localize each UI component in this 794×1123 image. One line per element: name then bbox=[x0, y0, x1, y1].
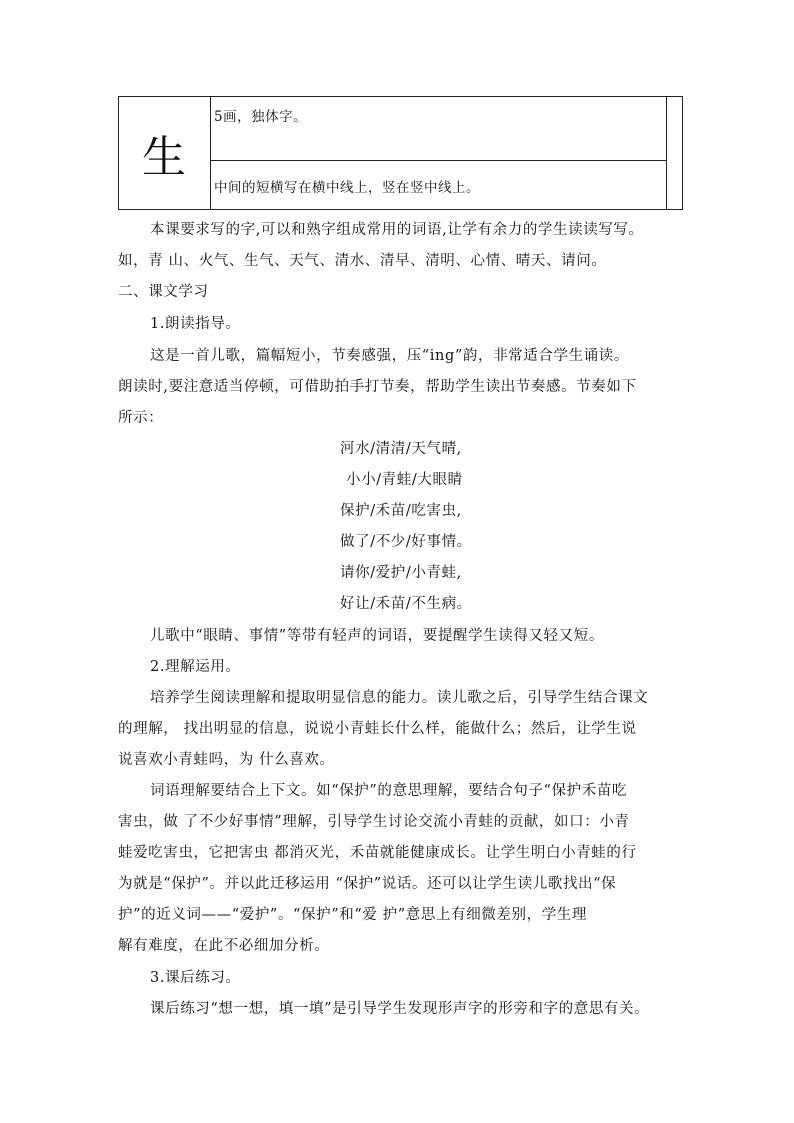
section-heading: 二、课文学习 bbox=[118, 284, 209, 300]
table-divider bbox=[210, 96, 211, 210]
character-table bbox=[118, 96, 683, 210]
paragraph-line: 说喜欢小青蛙吗，为 什么喜欢。 bbox=[118, 752, 335, 768]
paragraph-line: 护”的近义词——“爱护”。“保护”和“爱 护”意思上有细微差别，学生理 bbox=[118, 907, 587, 923]
paragraph-line: 课后练习“想一想，填一填”是引导学生发现形声字的形旁和字的意思有关。 bbox=[150, 1001, 650, 1017]
paragraph-line: 所示： bbox=[118, 410, 164, 426]
paragraph-line: 如，青 山、火气、生气、天气、清水、清早、清明、心情、晴天、请问。 bbox=[118, 253, 607, 269]
paragraph-line: 害虫，做 了不少好事情”理解，引导学生讨论交流小青蛙的贡献，如口：小青 bbox=[118, 814, 630, 830]
paragraph-line: 培养学生阅读理解和提取明显信息的能力。读儿歌之后，引导学生结合课文 bbox=[150, 690, 649, 706]
poem-line: 请你/爱护/小青蛙, bbox=[340, 565, 462, 581]
writing-tip: 中间的短横写在横中线上，竖在竖中线上。 bbox=[214, 180, 480, 196]
paragraph-line: 蛙爱吃害虫，它把害虫 都消灭光，禾苗就能健康成长。让学生明白小青蛙的行 bbox=[118, 845, 637, 861]
paragraph-line: 本课要求写的字,可以和熟字组成常用的词语,让学有余力的学生读读写写。 bbox=[150, 222, 644, 238]
paragraph-line: 朗读时,要注意适当停顿，可借助拍手打节奏，帮助学生读出节奏感。节奏如下 bbox=[118, 379, 637, 395]
paragraph-line: 解有难度，在此不必细加分析。 bbox=[118, 938, 330, 954]
character-glyph: 生 bbox=[142, 132, 186, 183]
poem-line: 小小/青蛙/大眼睛 bbox=[346, 472, 463, 488]
table-divider bbox=[210, 160, 666, 161]
table-divider bbox=[666, 96, 667, 210]
subsection-heading: 1.朗读指导。 bbox=[150, 316, 241, 332]
stroke-info: 5画，独体字。 bbox=[214, 109, 308, 125]
subsection-heading: 3.课后练习。 bbox=[150, 970, 241, 986]
poem-line: 做了/不少/好事情。 bbox=[340, 534, 472, 550]
poem-line: 好让/禾苗/不生病。 bbox=[340, 596, 472, 612]
paragraph-line: 这是一首儿歌，篇幅短小，节奏感强，压“ing”韵，非常适合学生诵读。 bbox=[150, 348, 629, 364]
paragraph-line: 词语理解要结合上下文。如“保护”的意思理解，要结合句子“保护禾苗吃 bbox=[150, 783, 628, 799]
subsection-heading: 2.理解运用。 bbox=[150, 659, 241, 675]
poem-line: 保护/禾苗/吃害虫, bbox=[340, 503, 462, 519]
paragraph-line: 儿歌中“眼睛、事情”等带有轻声的词语，要提醒学生读得又轻又短。 bbox=[150, 628, 604, 644]
poem-line: 河水/清清/天气晴, bbox=[340, 441, 462, 457]
paragraph-line: 的理解， 找出明显的信息，说说小青蛙长什么样，能做什么；然后，让学生说 bbox=[118, 721, 637, 737]
paragraph-line: 为就是“保护”。并以此迁移运用 “保护”说话。还可以让学生读儿歌找出“保 bbox=[118, 876, 617, 892]
